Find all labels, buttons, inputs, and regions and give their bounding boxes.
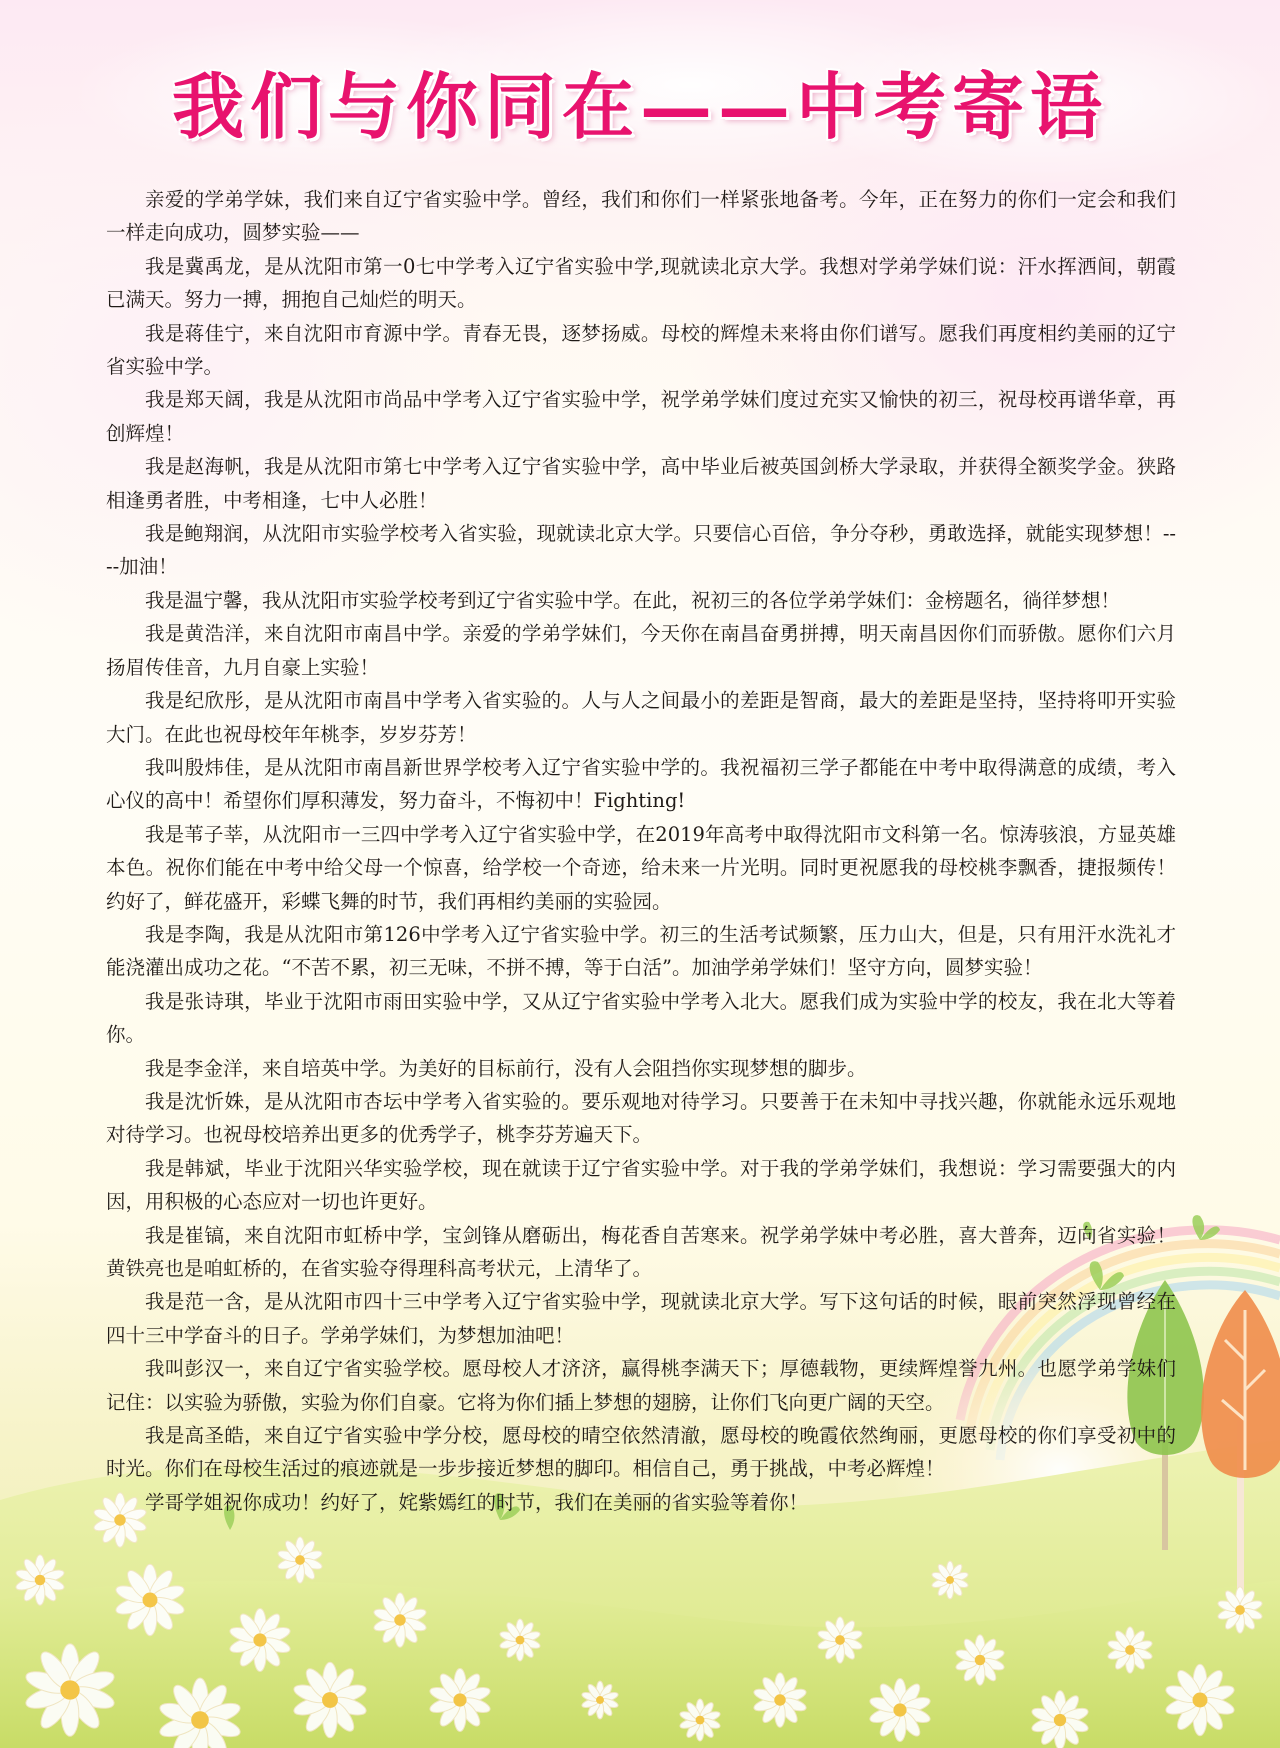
message-paragraph: 我是纪欣彤，是从沈阳市南昌中学考入省实验的。人与人之间最小的差距是智商，最大的差距是坚持，坚持将叩开实验大门。在此也祝母校年年桃李，岁岁芬芳！ (106, 689, 1176, 746)
message-paragraph: 亲爱的学弟学妹，我们来自辽宁省实验中学。曾经，我们和你们一样紧张地备考。今年，正在努力的你们一定会和我们一样走向成功，圆梦实验—— (106, 188, 1176, 245)
message-list (106, 183, 1176, 1519)
message-paragraph: 我是鲍翔润，从沈阳市实验学校考入省实验，现就读北京大学。只要信心百倍，争分夺秒，勇敢选择，就能实现梦想！----加油！ (106, 522, 1176, 579)
message-paragraph: 我是沈忻姝，是从沈阳市杏坛中学考入省实验的。要乐观地对待学习。只要善于在未知中寻找兴趣，你就能永远乐观地对待学习。也祝母校培养出更多的优秀学子，桃李芬芳遍天下。 (106, 1089, 1176, 1147)
message-paragraph: 我是蒋佳宁，来自沈阳市育源中学。青春无畏，逐梦扬威。母校的辉煌未来将由你们谱写。愿我们再度相约美丽的辽宁省实验中学。 (106, 321, 1176, 379)
message-paragraph: 我是苇子莘，从沈阳市一三四中学考入辽宁省实验中学，在2019年高考中取得沈阳市文科第一名。惊涛骇浪，方显英雄本色。祝你们能在中考中给父母一个惊喜，给学校一个奇迹，给未来一片光明。同时更祝愿我的母校桃李飘香，捷报频传！约好了，鲜花盛开，彩蝶飞舞的时节，我们再相约美丽的实验园。 (106, 822, 1176, 913)
message-paragraph: 我是韩斌，毕业于沈阳兴华实验学校，现在就读于辽宁省实验中学。对于我的学弟学妹们，我想说：学习需要强大的内因，用积极的心态应对一切也许更好。 (106, 1156, 1176, 1214)
message-paragraph: 我是范一含，是从沈阳市四十三中学考入辽宁省实验中学，现就读北京大学。写下这句话的时候，眼前突然浮现曾经在四十三中学奋斗的日子。学弟学妹们，为梦想加油吧！ (106, 1290, 1176, 1347)
message-paragraph: 学哥学姐祝你成功！约好了，姹紫嫣红的时节，我们在美丽的省实验等着你！ (145, 1490, 809, 1514)
message-paragraph: 我是黄浩洋，来自沈阳市南昌中学。亲爱的学弟学妹们，今天你在南昌奋勇拼搏，明天南昌因你们而骄傲。愿你们六月扬眉传佳音，九月自豪上实验！ (106, 622, 1176, 679)
message-paragraph: 我是张诗琪，毕业于沈阳市雨田实验中学，又从辽宁省实验中学考入北大。愿我们成为实验中学的校友，我在北大等着你。 (106, 989, 1176, 1047)
message-paragraph: 我是李陶，我是从沈阳市第126中学考入辽宁省实验中学。初三的生活考试频繁，压力山大，但是，只有用汗水洗礼才能浇灌出成功之花。“不苦不累，初三无味，不拼不搏，等于白活”。加油学弟学妹们！坚守方向，圆梦实验！ (106, 922, 1176, 980)
message-paragraph: 我是温宁馨，我从沈阳市实验学校考到辽宁省实验中学。在此，祝初三的各位学弟学妹们：金榜题名，徜徉梦想！ (145, 588, 1121, 612)
message-paragraph: 我是郑天阔，我是从沈阳市尚品中学考入辽宁省实验中学，祝学弟学妹们度过充实又愉快的初三，祝母校再谱华章，再创辉煌！ (106, 388, 1176, 445)
message-paragraph: 我是李金洋，来自培英中学。为美好的目标前行，没有人会阻挡你实现梦想的脚步。 (145, 1056, 867, 1080)
message-paragraph: 我是高圣皓，来自辽宁省实验中学分校，愿母校的晴空依然清澈，愿母校的晚霞依然绚丽，更愿母校的你们享受初中的时光。你们在母校生活过的痕迹就是一步步接近梦想的脚印。相信自己，勇于挑战，中考必辉煌！ (106, 1424, 1176, 1481)
message-paragraph: 我叫殷炜佳，是从沈阳市南昌新世界学校考入辽宁省实验中学的。我祝福初三学子都能在中考中取得满意的成绩，考入心仪的高中！希望你们厚积薄发，努力奋斗，不悔初中！Fighting! (106, 755, 1176, 813)
message-paragraph: 我是赵海帆，我是从沈阳市第七中学考入辽宁省实验中学，高中毕业后被英国剑桥大学录取，并获得全额奖学金。狭路相逢勇者胜，中考相逢，七中人必胜！ (106, 455, 1176, 512)
page-title: 我们与你同在——中考寄语 (171, 64, 1108, 149)
message-paragraph: 我是冀禹龙，是从沈阳市第一0七中学考入辽宁省实验中学,现就读北京大学。我想对学弟学妹们说：汗水挥洒间，朝霞已满天。努力一搏，拥抱自己灿烂的明天。 (106, 254, 1176, 312)
message-paragraph: 我是崔镐，来自沈阳市虹桥中学，宝剑锋从磨砺出，梅花香自苦寒来。祝学弟学妹中考必胜，喜大普奔，迈向省实验！黄铁亮也是咱虹桥的，在省实验夺得理科高考状元，上清华了。 (106, 1223, 1176, 1280)
message-paragraph: 我叫彭汉一，来自辽宁省实验学校。愿母校人才济济，赢得桃李满天下；厚德载物，更续辉煌誉九州。也愿学弟学妹们记住：以实验为骄傲，实验为你们自豪。它将为你们插上梦想的翅膀，让你们飞向更广阔的天空。 (106, 1357, 1176, 1414)
